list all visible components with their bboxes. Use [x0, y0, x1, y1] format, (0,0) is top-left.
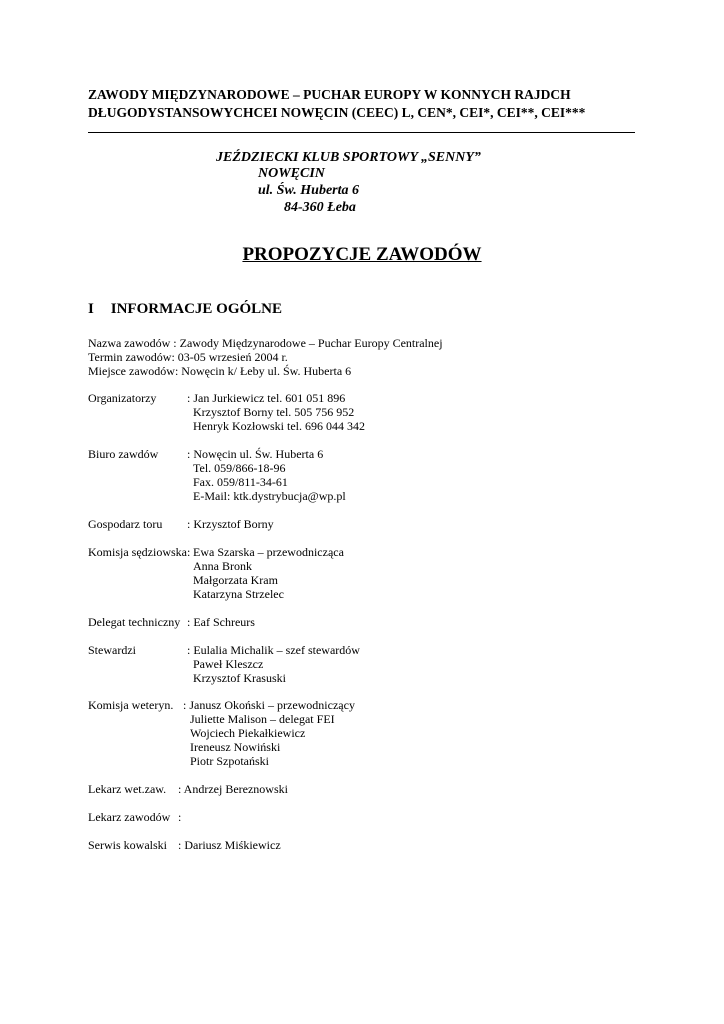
event-place: Miejsce zawodów: Nowęcin k/ Łeby ul. Św. Huberta 6 — [88, 364, 352, 378]
vet-commission-line: Piotr Szpotański — [190, 754, 270, 768]
office-line: : Nowęcin ul. Św. Huberta 6 — [187, 447, 324, 461]
club-town: NOWĘCIN — [258, 166, 325, 181]
office-label: Biuro zawdów — [88, 447, 159, 461]
tech-delegate-value: : Eaf Schreurs — [187, 615, 255, 629]
judge-line: Katarzyna Strzelec — [193, 587, 284, 601]
stewards-label: Stewardzi — [88, 643, 136, 657]
farrier-value: : Dariusz Miśkiewicz — [178, 838, 281, 852]
club-postal: 84-360 Łeba — [284, 200, 356, 215]
page-title: PROPOZYCJE ZAWODÓW — [242, 244, 482, 265]
office-email: E-Mail: ktk.dystrybucja@wp.pl — [193, 489, 346, 503]
track-host-value: : Krzysztof Borny — [187, 517, 274, 531]
farrier-label: Serwis kowalski — [88, 838, 167, 852]
track-host-label: Gospodarz toru — [88, 517, 163, 531]
judge-line: Anna Bronk — [193, 559, 252, 573]
event-name: Nazwa zawodów : Zawody Międzynarodowe – Puchar Europy Centralnej — [88, 336, 443, 350]
event-dates: Termin zawodów: 03-05 wrzesień 2004 r. — [88, 350, 288, 364]
club-name: JEŹDZIECKI KLUB SPORTOWY „SENNY” — [216, 150, 481, 165]
vet-commission-line: Juliette Malison – delegat FEI — [190, 712, 335, 726]
event-doctor-value: : — [178, 810, 182, 824]
steward-line: Krzysztof Krasuski — [193, 671, 286, 685]
judges-label: Komisja sędziowska: — [88, 545, 191, 559]
section-number: I — [88, 301, 94, 317]
office-line: Tel. 059/866-18-96 — [193, 461, 286, 475]
section-heading — [88, 301, 282, 318]
event-doctor-label: Lekarz zawodów — [88, 810, 171, 824]
organizer-line: Henryk Kozłowski tel. 696 044 342 — [193, 419, 365, 433]
organizer-line: Krzysztof Borny tel. 505 756 952 — [193, 405, 355, 419]
header-divider — [88, 132, 635, 133]
vet-doctor-label: Lekarz wet.zaw. — [88, 782, 167, 796]
club-street: ul. Św. Huberta 6 — [258, 183, 360, 198]
vet-doctor-value: : Andrzej Bereznowski — [178, 782, 288, 796]
judge-line: Małgorzata Kram — [193, 573, 278, 587]
steward-line: : Eulalia Michalik – szef stewardów — [187, 643, 360, 657]
organizer-line: : Jan Jurkiewicz tel. 601 051 896 — [187, 391, 346, 405]
steward-line: Paweł Kleszcz — [193, 657, 264, 671]
office-line: Fax. 059/811-34-61 — [193, 475, 288, 489]
vet-commission-label: Komisja weteryn. — [88, 698, 174, 712]
tech-delegate-label: Delegat techniczny — [88, 615, 181, 629]
section-title: INFORMACJE OGÓLNE — [110, 301, 283, 317]
vet-commission-line: Ireneusz Nowiński — [190, 740, 281, 754]
vet-commission-line: Wojciech Piekałkiewicz — [190, 726, 306, 740]
organizers-label: Organizatorzy — [88, 391, 157, 405]
header-line-1: ZAWODY MIĘDZYNARODOWE – PUCHAR EUROPY W KONNYCH RAJDCH — [88, 87, 571, 102]
judge-line: Ewa Szarska – przewodnicząca — [193, 545, 344, 559]
header-line-2: DŁUGODYSTANSOWYCHCEI NOWĘCIN (CEEC) L, CEN*, CEI*, CEI**, CEI*** — [88, 105, 586, 120]
vet-commission-line: : Janusz Okoński – przewodniczący — [183, 698, 355, 712]
